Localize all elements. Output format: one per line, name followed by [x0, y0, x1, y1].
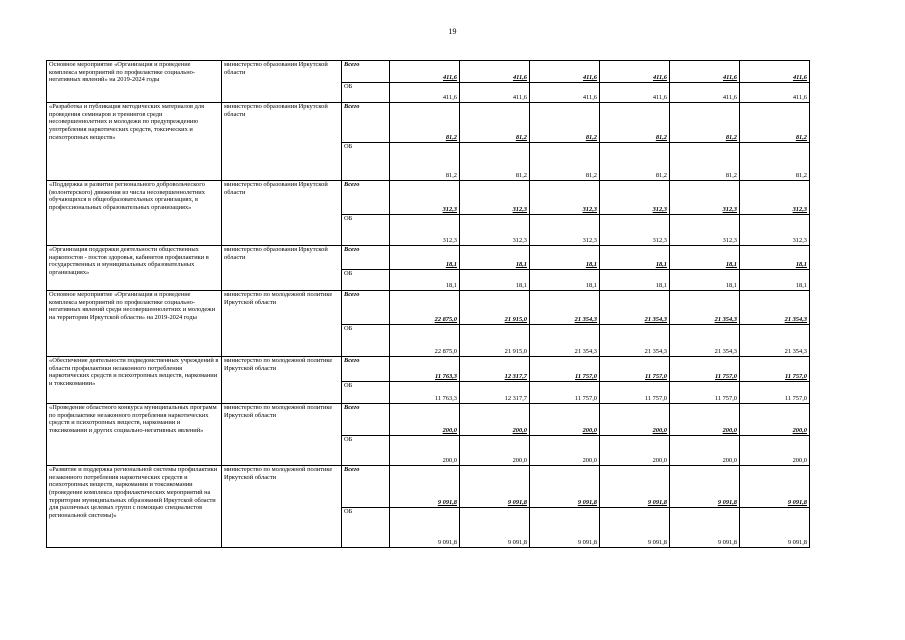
ob-value: 312,3 — [390, 215, 460, 246]
source-total-label: Всего — [342, 103, 390, 143]
total-value: 18,1 — [460, 246, 530, 270]
ob-value: 9 091,8 — [740, 508, 810, 548]
total-value: 312,3 — [460, 181, 530, 215]
table-row-total — [47, 357, 810, 382]
source-ob-label: ОБ — [342, 83, 390, 103]
ob-value: 18,1 — [390, 270, 460, 291]
event-name: Основное мероприятие «Организация и проведение комплекса мероприятий по профилактике социально-негативных явлений» на 2019-2024 годы — [47, 61, 222, 103]
ob-value: 312,3 — [600, 215, 670, 246]
total-value: 411,6 — [600, 61, 670, 83]
source-ob-label: ОБ — [342, 143, 390, 181]
ob-value: 81,2 — [740, 143, 810, 181]
ob-value: 81,2 — [670, 143, 740, 181]
table-row-total — [47, 61, 810, 83]
responsible-org: министерство образования Иркутской области — [222, 181, 342, 246]
ob-value: 200,0 — [670, 436, 740, 466]
ob-value: 81,2 — [600, 143, 670, 181]
ob-value: 9 091,8 — [390, 508, 460, 548]
total-value: 21 354,3 — [600, 291, 670, 325]
ob-value: 11 763,3 — [390, 382, 460, 404]
total-value: 11 757,0 — [530, 357, 600, 382]
total-value: 11 757,0 — [670, 357, 740, 382]
ob-value: 81,2 — [530, 143, 600, 181]
page-number: 19 — [448, 27, 457, 36]
ob-value: 21 354,3 — [530, 325, 600, 357]
ob-value: 18,1 — [670, 270, 740, 291]
total-value: 411,6 — [390, 61, 460, 83]
ob-value: 411,6 — [670, 83, 740, 103]
ob-value: 81,2 — [460, 143, 530, 181]
table-row-total — [47, 291, 810, 325]
total-value: 9 091,8 — [460, 466, 530, 508]
responsible-org: министерство образования Иркутской области — [222, 103, 342, 181]
table-row-total — [47, 181, 810, 215]
ob-value: 9 091,8 — [530, 508, 600, 548]
ob-value: 200,0 — [600, 436, 670, 466]
ob-value: 81,2 — [390, 143, 460, 181]
total-value: 312,3 — [390, 181, 460, 215]
ob-value: 18,1 — [460, 270, 530, 291]
table-body — [47, 61, 810, 548]
event-name: Основное мероприятие «Организация и проведение комплекса мероприятий по профилактике социально-негативных явлений среди несовершеннолетних и молодежи на территории Иркутской области» на 2019-2024 годы — [47, 291, 222, 357]
total-value: 312,3 — [670, 181, 740, 215]
ob-value: 21 354,3 — [670, 325, 740, 357]
responsible-org: министерство по молодежной политике Иркутской области — [222, 466, 342, 548]
total-value: 81,2 — [530, 103, 600, 143]
ob-value: 312,3 — [460, 215, 530, 246]
total-value: 11 757,0 — [740, 357, 810, 382]
total-value: 21 354,3 — [670, 291, 740, 325]
ob-value: 411,6 — [460, 83, 530, 103]
source-total-label: Всего — [342, 466, 390, 508]
source-ob-label: ОБ — [342, 382, 390, 404]
ob-value: 411,6 — [740, 83, 810, 103]
ob-value: 11 757,0 — [530, 382, 600, 404]
ob-value: 200,0 — [390, 436, 460, 466]
total-value: 12 317,7 — [460, 357, 530, 382]
total-value: 81,2 — [460, 103, 530, 143]
table-row-total — [47, 466, 810, 508]
event-name: «Проведение областного конкурса муниципальных программ по профилактике незаконного потребления наркотических средств и психотропных веществ, наркомании и токсикомании и других социально-негативных явлений» — [47, 404, 222, 466]
event-name: «Развитие и поддержка региональной системы профилактики незаконного потребления наркотических средств и психотропных веществ, наркомании и токсикомании (проведение комплекса профилактических мероприятий на территории муниципальных образований Иркутской области для различных целевых групп с помощью специалистов региональной системы)» — [47, 466, 222, 548]
total-value: 312,3 — [600, 181, 670, 215]
total-value: 21 915,0 — [460, 291, 530, 325]
ob-value: 21 915,0 — [460, 325, 530, 357]
total-value: 200,0 — [530, 404, 600, 436]
source-ob-label: ОБ — [342, 215, 390, 246]
ob-value: 411,6 — [530, 83, 600, 103]
source-total-label: Всего — [342, 246, 390, 270]
ob-value: 11 757,0 — [670, 382, 740, 404]
total-value: 9 091,8 — [740, 466, 810, 508]
ob-value: 18,1 — [600, 270, 670, 291]
ob-value: 11 757,0 — [740, 382, 810, 404]
source-ob-label: ОБ — [342, 325, 390, 357]
total-value: 81,2 — [740, 103, 810, 143]
ob-value: 200,0 — [740, 436, 810, 466]
source-total-label: Всего — [342, 357, 390, 382]
ob-value: 9 091,8 — [600, 508, 670, 548]
budget-table — [46, 60, 810, 548]
total-value: 9 091,8 — [390, 466, 460, 508]
total-value: 18,1 — [670, 246, 740, 270]
table-row-total — [47, 246, 810, 270]
ob-value: 12 317,7 — [460, 382, 530, 404]
responsible-org: министерство по молодежной политике Иркутской области — [222, 357, 342, 404]
total-value: 411,6 — [530, 61, 600, 83]
source-ob-label: ОБ — [342, 508, 390, 548]
ob-value: 9 091,8 — [670, 508, 740, 548]
total-value: 22 875,0 — [390, 291, 460, 325]
ob-value: 21 354,3 — [740, 325, 810, 357]
total-value: 411,6 — [670, 61, 740, 83]
ob-value: 411,6 — [600, 83, 670, 103]
total-value: 18,1 — [600, 246, 670, 270]
responsible-org: министерство по молодежной политике Иркутской области — [222, 291, 342, 357]
responsible-org: министерство по молодежной политике Иркутской области — [222, 404, 342, 466]
total-value: 18,1 — [390, 246, 460, 270]
responsible-org: министерство образования Иркутской области — [222, 61, 342, 103]
ob-value: 200,0 — [460, 436, 530, 466]
total-value: 200,0 — [670, 404, 740, 436]
total-value: 81,2 — [670, 103, 740, 143]
total-value: 18,1 — [530, 246, 600, 270]
total-value: 81,2 — [600, 103, 670, 143]
source-total-label: Всего — [342, 404, 390, 436]
total-value: 200,0 — [600, 404, 670, 436]
total-value: 11 757,0 — [600, 357, 670, 382]
ob-value: 200,0 — [530, 436, 600, 466]
total-value: 411,6 — [460, 61, 530, 83]
total-value: 9 091,8 — [530, 466, 600, 508]
total-value: 200,0 — [390, 404, 460, 436]
ob-value: 312,3 — [530, 215, 600, 246]
table-row-total — [47, 404, 810, 436]
ob-value: 11 757,0 — [600, 382, 670, 404]
ob-value: 9 091,8 — [460, 508, 530, 548]
ob-value: 22 875,0 — [390, 325, 460, 357]
total-value: 21 354,3 — [530, 291, 600, 325]
ob-value: 411,6 — [390, 83, 460, 103]
total-value: 18,1 — [740, 246, 810, 270]
ob-value: 312,3 — [670, 215, 740, 246]
total-value: 81,2 — [390, 103, 460, 143]
event-name: «Поддержка и развитие регионального добровольческого (волонтерского) движения из числа несовершеннолетних обучающихся в общеобразовательных организациях, в профессиональных образовательных организациях» — [47, 181, 222, 246]
event-name: «Организация поддержки деятельности общественных наркопостов - постов здоровья, кабинетов профилактики в государственных и муниципальных образовательных организациях» — [47, 246, 222, 291]
total-value: 9 091,8 — [600, 466, 670, 508]
source-total-label: Всего — [342, 61, 390, 83]
total-value: 411,6 — [740, 61, 810, 83]
ob-value: 312,3 — [740, 215, 810, 246]
ob-value: 18,1 — [740, 270, 810, 291]
ob-value: 18,1 — [530, 270, 600, 291]
source-total-label: Всего — [342, 181, 390, 215]
event-name: «Разработка и публикация методических материалов для проведения семинаров и тренингов среди несовершеннолетних и молодежи по предупреждению употребления наркотических средств, токсических и психотропных веществ» — [47, 103, 222, 181]
responsible-org: министерство образования Иркутской области — [222, 246, 342, 291]
total-value: 11 763,3 — [390, 357, 460, 382]
source-ob-label: ОБ — [342, 270, 390, 291]
ob-value: 21 354,3 — [600, 325, 670, 357]
total-value: 200,0 — [460, 404, 530, 436]
table-row-total — [47, 103, 810, 143]
total-value: 9 091,8 — [670, 466, 740, 508]
total-value: 312,3 — [740, 181, 810, 215]
total-value: 312,3 — [530, 181, 600, 215]
source-ob-label: ОБ — [342, 436, 390, 466]
event-name: «Обеспечение деятельности подведомственных учреждений в области профилактики незаконного потребления наркотических средств и психотропных веществ, наркомании и токсикомании» — [47, 357, 222, 404]
source-total-label: Всего — [342, 291, 390, 325]
total-value: 21 354,3 — [740, 291, 810, 325]
total-value: 200,0 — [740, 404, 810, 436]
